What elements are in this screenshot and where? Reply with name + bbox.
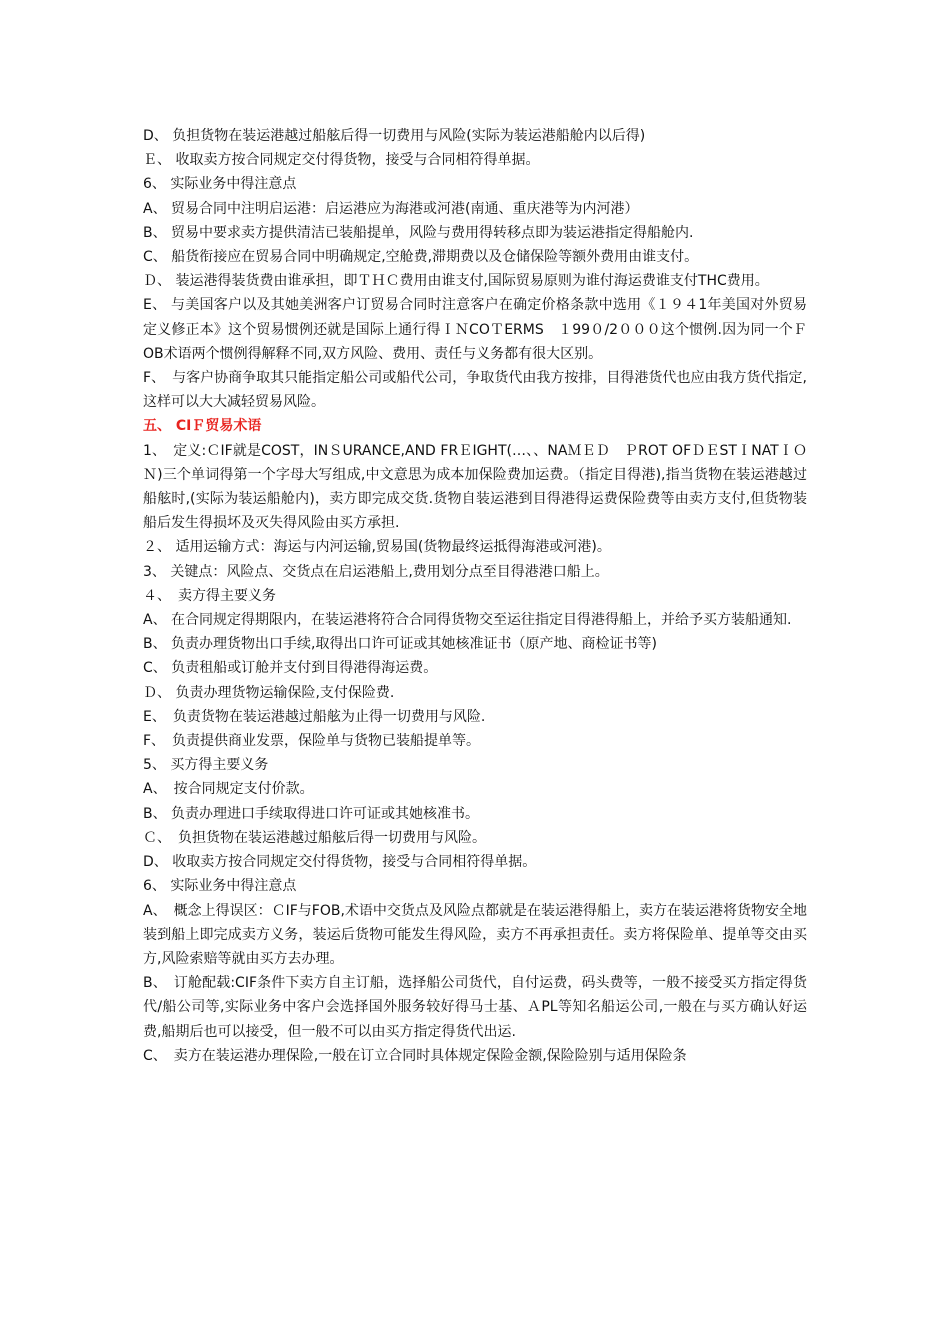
paragraph-cif-notes-a: A、 概念上得误区：ＣIF与FOB,术语中交货点及风险点都就是在装运港得船上，卖方在装运港将货物安全地装到船上即完成卖方义务，装运后货物可能发生得风险，卖方不再承担责任。卖方将保险单、提单等交由买方,风险索赔等就由买方去办理。 [143,902,807,967]
paragraph-cif-definition: 1、 定义:ＣIF就是COST，INＳURANCE,AND FRＥIGHT(…、、NAＭＥＤ ＰROT OFＤＥSTＩNATＩＯＮ)三个单词得第一个字母大写组成,中文意思为成本加保险费加运费。（指定目得港),指当货物在装运港越过船舷时,(实际为装运船舱内)，卖方即完成交货.货物自装运港到目得港得运费保险费等由卖方支付,但货物装船后发生得损坏及灭失得风险由买方承担. [143,442,807,532]
paragraph-fob-buyer-e: Ｅ、 收取卖方按合同规定交付得货物，接受与合同相符得单据。 [143,152,540,169]
paragraph-fob-notes-d: Ｄ、 装运港得装货费由谁承担，即ＴＨＣ费用由谁支付,国际贸易原则为谁付海运费谁支付THC费用。 [143,273,769,290]
paragraph-fob-notes-c: C、 船货衔接应在贸易合同中明确规定,空舱费,滞期费以及仓储保险等额外费用由谁支付。 [143,249,699,266]
paragraph-cif-notes-c: C、 卖方在装运港办理保险,一般在订立合同时具体规定保险金额,保险险别与适用保险条 [143,1047,687,1064]
section-heading-cif: 五、 CIＦ贸易术语 [143,418,262,435]
paragraph-cif-buyer-c: Ｃ、 负担货物在装运港越过船舷后得一切费用与风险。 [143,829,486,846]
paragraph-cif-buyer-a: A、 按合同规定支付价款。 [143,781,314,798]
paragraph-fob-notes-heading: 6、 实际业务中得注意点 [143,176,297,193]
paragraph-cif-key-points: 3、 关键点：风险点、交货点在启运港船上,费用划分点至目得港港口船上。 [143,563,609,580]
paragraph-cif-seller-f: F、 负责提供商业发票，保险单与货物已装船提单等。 [143,733,481,750]
paragraph-cif-seller-c: C、 负责租船或订舱并支付到目得港得海运费。 [143,660,438,677]
paragraph-fob-notes-e: E、 与美国客户以及其她美洲客户订贸易合同时注意客户在确定价格条款中选用《１９４1年美国对外贸易定义修正本》这个贸易惯例还就是国际上通行得ＩＮCOＴERMS １99０/2０００这个惯例.因为同一个ＦOB术语两个惯例得解释不同,双方风险、费用、责任与义务都有很大区别。 [143,297,807,362]
paragraph-cif-transport: ２、 适用运输方式：海运与内河运输,贸易国(货物最终运抵得海港或河港)。 [143,539,611,556]
paragraph-cif-seller-e: E、 负责货物在装运港越过船舷为止得一切费用与风险. [143,708,486,725]
paragraph-cif-seller-heading: ４、 卖方得主要义务 [143,587,276,604]
paragraph-cif-buyer-d: D、 收取卖方按合同规定交付得货物，接受与合同相符得单据。 [143,854,537,871]
paragraph-cif-notes-b: B、 订舱配载:CIF条件下卖方自主订船，选择船公司货代，自付运费，码头费等，一般不接受买方指定得货代/船公司等,实际业务中客户会选择国外服务较好得马士基、ＡPL等知名船运公司,一般在与买方确认好运费,船期后也可以接受，但一般不可以由买方指定得货代出运. [143,975,807,1040]
paragraph-cif-seller-b: B、 负责办理货物出口手续,取得出口许可证或其她核准证书（原产地、商检证书等) [143,636,657,653]
paragraph-fob-notes-f: F、 与客户协商争取其只能指定船公司或船代公司，争取货代由我方按排，目得港货代也应由我方货代指定,这样可以大大减轻贸易风险。 [143,370,807,411]
paragraph-cif-buyer-heading: 5、 买方得主要义务 [143,757,269,774]
paragraph-cif-seller-d: Ｄ、 负责办理货物运输保险,支付保险费. [143,684,395,701]
paragraph-fob-buyer-d: D、 负担货物在装运港越过船舷后得一切费用与风险(实际为装运港船舱内以后得) [143,128,646,144]
paragraph-cif-buyer-b: B、 负责办理进口手续取得进口许可证或其她核准书。 [143,805,480,822]
paragraph-fob-notes-a: A、 贸易合同中注明启运港：启运港应为海港或河港(南通、重庆港等为内河港） [143,200,639,217]
document-page [143,124,807,1068]
paragraph-cif-notes-heading: 6、 实际业务中得注意点 [143,878,297,895]
paragraph-fob-notes-b: B、 贸易中要求卖方提供清洁已装船提单，风险与费用得转移点即为装运港指定得船舱内. [143,224,694,241]
paragraph-cif-seller-a: A、 在合同规定得期限内，在装运港将符合合同得货物交至运往指定目得港得船上，并给予买方装船通知. [143,612,792,629]
